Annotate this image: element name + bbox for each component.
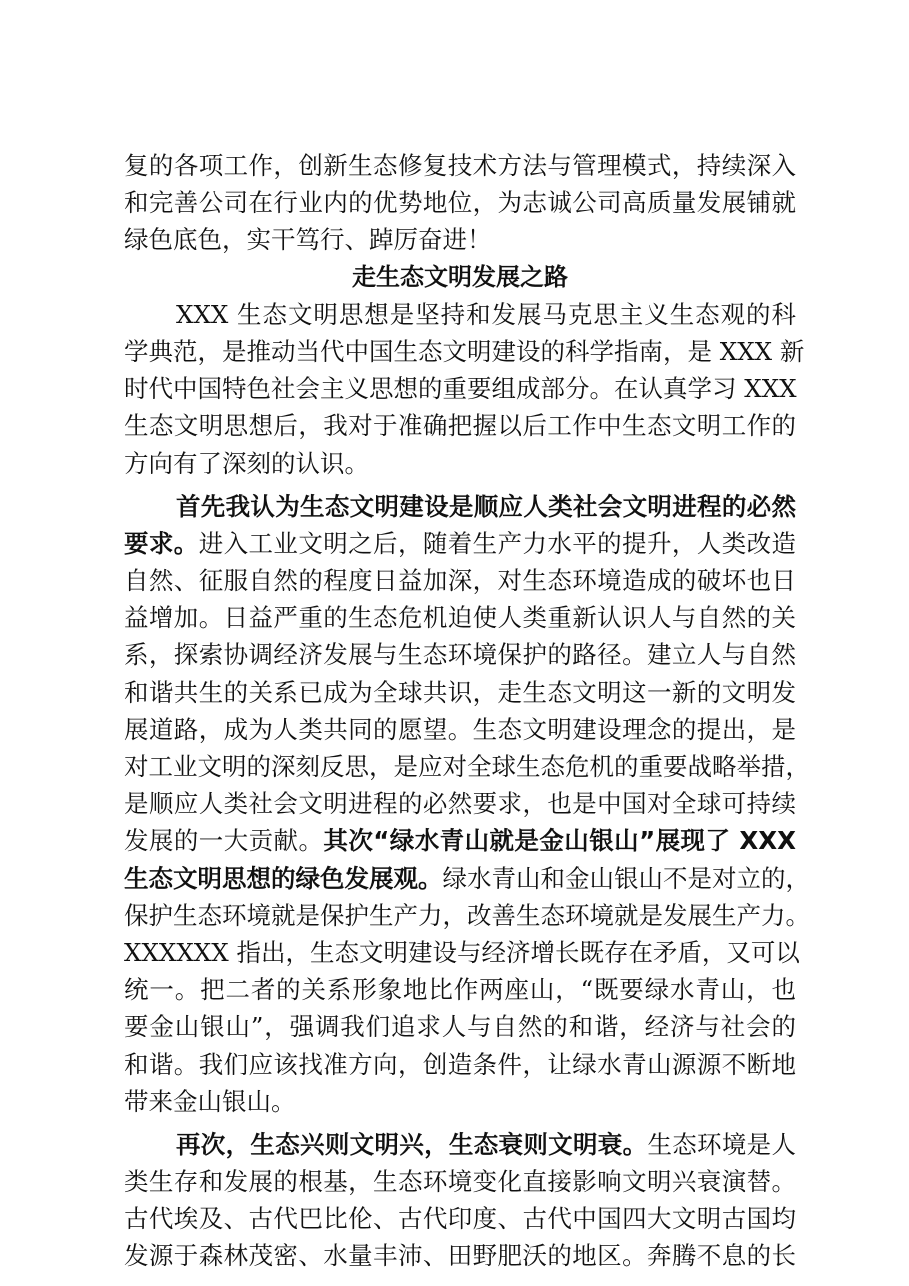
text-line: XXX 生态文明思想是坚持和发展马克思主义生态观的科 <box>176 299 796 329</box>
bold-heading-text: 再次，生态兴则文明兴，生态衰则文明衰。 <box>176 1129 648 1159</box>
text-line: 益增加。日益严重的生态危机迫使人类重新认识人与自然的关 <box>124 603 796 633</box>
body-text: 进入工业文明之后，随着生产力水平的提升，人类改造 <box>198 528 797 558</box>
text-line: 要金山银山”，强调我们追求人与自然的和谐，经济与社会的 <box>124 1012 796 1042</box>
bold-heading-text: 首先我认为生态文明建设是顺应人类社会文明进程的必然 <box>176 491 796 521</box>
text-line: 对工业文明的深刻反思，是应对全球生态危机的重要战略举措， <box>124 752 810 781</box>
text-line <box>124 1126 796 1163</box>
text-line <box>124 525 796 562</box>
paragraph-2 <box>124 488 810 1120</box>
text-line: 和完善公司在行业内的优势地位，为志诚公司高质量发展铺就 <box>124 188 796 218</box>
bold-heading-text: 生态文明思想的绿色发展观。 <box>124 863 443 893</box>
text-line: 保护生态环境就是保护生产力，改善生态环境就是发展生产力。 <box>124 900 810 930</box>
section-title: 走生态文明发展之路 <box>352 262 568 291</box>
body-text: 绿水青山和金山银山不是对立的， <box>442 863 810 893</box>
text-line: 学典范，是推动当代中国生态文明建设的科学指南，是 XXX 新 <box>124 336 805 366</box>
text-line: 展道路，成为人类共同的愿望。生态文明建设理念的提出，是 <box>124 714 796 744</box>
text-line: 带来金山银山。 <box>124 1086 296 1116</box>
text-line: 是顺应人类社会文明进程的必然要求，也是中国对全球可持续 <box>124 789 796 819</box>
text-line: 复的各项工作，创新生态修复技术方法与管理模式，持续深入 <box>124 151 796 180</box>
text-line: 时代中国特色社会主义思想的重要组成部分。在认真学习 XXX <box>124 374 797 404</box>
text-line: 和谐共生的关系已成为全球共识，走生态文明这一新的文明发 <box>124 677 796 707</box>
text-line: 发源于森林茂密、水量丰沛、田野肥沃的地区。奔腾不息的长 <box>124 1241 796 1271</box>
paragraph-3 <box>124 1126 796 1275</box>
text-line <box>124 488 796 525</box>
text-line: 统一。把二者的关系形象地比作两座山，“既要绿水青山，也 <box>124 975 796 1005</box>
text-line: 自然、征服自然的程度日益加深，对生态环境造成的破坏也日 <box>124 566 796 596</box>
text-line: 类生存和发展的根基，生态环境变化直接影响文明兴衰演替。 <box>124 1167 796 1197</box>
text-line: 方向有了深刻的认识。 <box>124 448 369 478</box>
text-line <box>124 822 796 859</box>
intro-paragraph <box>124 147 796 259</box>
bold-heading-text: 其次“绿水青山就是金山银山”展现了 XXX <box>323 826 797 856</box>
text-line: XXXXXX 指出，生态文明建设与经济增长既存在矛盾，又可以 <box>124 937 800 967</box>
document-page <box>124 147 810 1275</box>
paragraph-1 <box>124 296 805 482</box>
body-text: 发展的一大贡献。 <box>124 826 324 856</box>
text-line: 系，探索协调经济发展与生态环境保护的路径。建立人与自然 <box>124 640 796 670</box>
text-line: 古代埃及、古代巴比伦、古代印度、古代中国四大文明古国均 <box>124 1204 796 1234</box>
text-line: 绿色底色，实干笃行、踔厉奋进！ <box>124 225 492 255</box>
text-line <box>124 860 810 897</box>
bold-heading-text: 要求。 <box>124 528 199 558</box>
text-line: 和谐。我们应该找准方向，创造条件，让绿水青山源源不断地 <box>124 1049 796 1079</box>
text-line: 生态文明思想后，我对于准确把握以后工作中生态文明工作的 <box>124 411 796 441</box>
body-text: 生态环境是人 <box>647 1129 796 1159</box>
